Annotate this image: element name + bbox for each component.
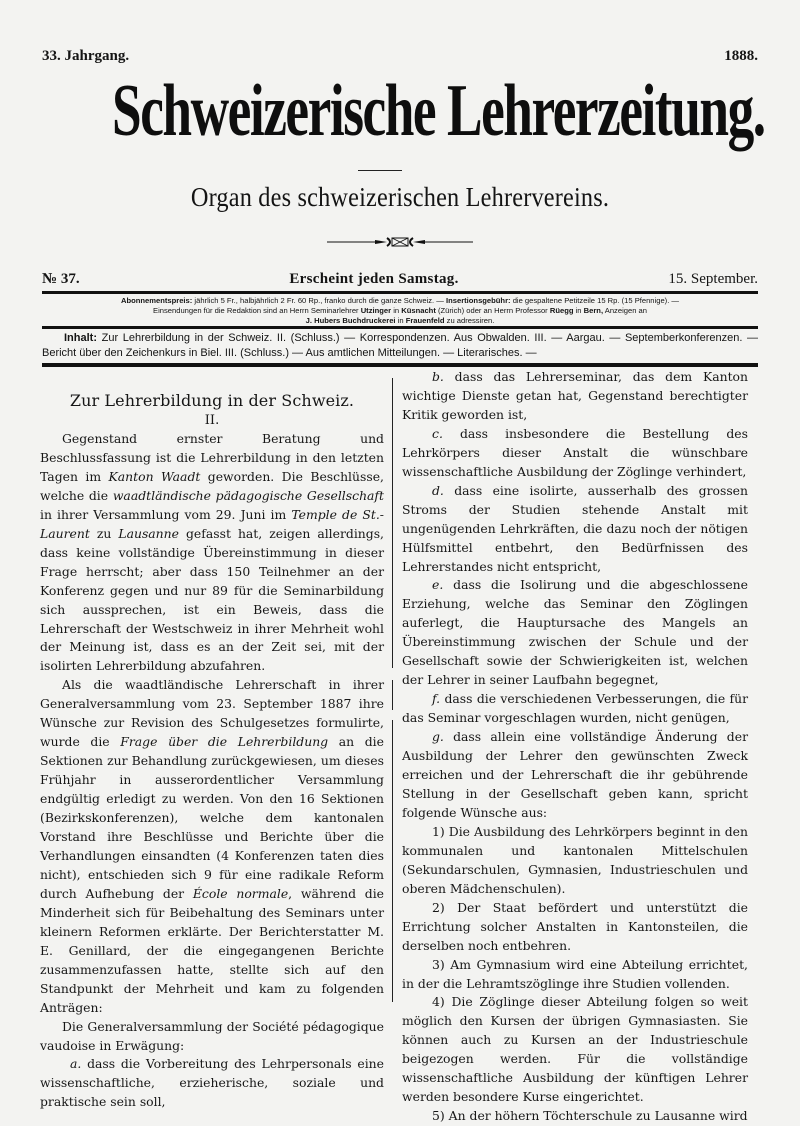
- header-top-line: [42, 48, 758, 65]
- issue-date: 15. September.: [668, 271, 758, 287]
- item-letter: e.: [432, 577, 444, 593]
- item-letter: a.: [70, 1056, 82, 1072]
- masthead-rule: [358, 170, 402, 171]
- year-label: 1888.: [724, 48, 758, 64]
- emphasis: Kanton Waadt: [108, 468, 201, 484]
- article-left-column: [40, 390, 384, 1112]
- item-letter: g.: [432, 729, 444, 745]
- emphasis: Lausanne: [118, 525, 179, 541]
- submission-text: zu adressiren.: [446, 316, 495, 325]
- consideration-item: [402, 425, 748, 482]
- editor-place-2: Bern,: [583, 306, 604, 315]
- consideration-item: [402, 482, 748, 577]
- text: dass die verschiedenen Verbesserungen, die für das Seminar vorgeschlagen wurden, nicht genügen,: [402, 691, 748, 726]
- contents-label: Inhalt:: [64, 332, 97, 344]
- price-text: jährlich 5 Fr., halbjährlich 2 Fr. 60 Rp., franko durch die ganze Schweiz. —: [194, 296, 444, 305]
- item-letter: c.: [432, 425, 443, 441]
- insertion-text: die gespaltene Petitzeile 15 Rp. (15 Pfennige). —: [512, 296, 680, 305]
- wish-item: 2) Der Staat befördert und unterstützt die Errichtung solcher Anstalten in Kantonsteilen, die derselben noch entbehren.: [402, 899, 748, 953]
- article-title: Zur Lehrerbildung in der Schweiz.: [69, 391, 355, 410]
- text: dass das Lehrerseminar, das dem Kanton wichtige Dienste getan hat, Gegenstand berechtigter Kritik geworden ist,: [402, 369, 748, 422]
- consideration-item: [402, 690, 748, 728]
- paragraph: [40, 1055, 384, 1112]
- wish-item: 4) Die Zöglinge dieser Abteilung folgen so weit möglich den Kursen der übrigen Gymnasiasten. Sie können auch zu Kursen an der Industrieschule beigezogen werden. Für die vollständige wissenschaftliche Ausbildung der künftigen Lehrer werden besondere Kurse eingerichtet.: [402, 994, 748, 1105]
- printer-name: J. Hubers Buchdruckerei: [305, 316, 396, 325]
- text: dass allein eine vollständige Änderung der Ausbildung der Lehrer den gewünschten Zweck erreichen und der Lehrerschaft die ihr gebührende Stellung in der Gesellschaft geben kann, spricht folgende Wünsche aus:: [402, 729, 748, 820]
- publication-frequency: Erscheint jeden Samstag.: [289, 271, 459, 287]
- masthead-subtitle: Organ des schweizerischen Lehrervereins.: [190, 182, 610, 212]
- submission-text: Anzeigen an: [604, 306, 647, 315]
- text: Gegenstand ernster Beratung und Beschlussfassung ist die Lehrerbildung in den letzten Tagen im: [40, 431, 384, 484]
- column-divider: [392, 720, 393, 1002]
- issue-line: [42, 271, 758, 288]
- wish-item: 1) Die Ausbildung des Lehrkörpers beginnt in den kommunalen und kantonalen Mittelschulen (Sekundarschulen, Gymnasien, Industrieschulen und oberen Mädchenschulen).: [402, 823, 748, 896]
- editor-place-1: Küsnacht: [401, 306, 436, 315]
- contents-text: Zur Lehrerbildung in der Schweiz. II. (Schluss.) — Korrespondenzen. Aus Obwalden. III. — Aargau. — Septemberkonferenzen. — Bericht über den Zeichenkurs in Biel. III. (Schluss.) — Aus amtlichen Mitteilungen. — Literarisches. —: [42, 332, 758, 359]
- editor-name-2: Rüegg: [549, 306, 574, 315]
- submission-text: Einsendungen für die Redaktion sind an Herrn Seminarlehrer: [153, 306, 359, 315]
- issue-number: № 37.: [42, 271, 80, 287]
- item-letter: f.: [432, 691, 441, 707]
- submission-text: in: [393, 306, 400, 315]
- submission-text: (Zürich) oder an Herrn Professor: [437, 306, 548, 315]
- paragraph: [40, 676, 384, 1017]
- submission-text: in: [575, 306, 582, 315]
- volume-label: 33. Jahrgang.: [42, 48, 130, 64]
- editor-name-1: Utzinger: [360, 306, 392, 315]
- text: dass eine isolirte, ausserhalb des grossen Stroms der Studien stehende Anstalt mit ungenügenden Lehrkräften, die dazu noch der nötigen Hülfsmittel entbehrt, den Bedürfnissen des Lehrerstandes nicht entspricht,: [402, 482, 748, 574]
- text: dass die Isolirung und die abgeschlossene Erziehung, welche das Seminar den Zöglingen auferlegt, die Hauptursache des Mangels an Übereinstimmung zwischen der Schule und der Gesellschaft sowie der Schwierigkeiten ist, welchen der Lehrer in seiner Laufbahn begegnet,: [402, 577, 748, 688]
- text: Als die waadtländische Lehrerschaft in ihrer Generalversammlung vom 23. September 1887 ihre Wünsche zur Revision des Schulgesetzes formulirte, wurde die: [40, 677, 384, 750]
- wish-item: 5) An der höhern Töchterschule zu Lausanne wird: [432, 1108, 748, 1124]
- emphasis: Temple de St.-Laurent: [40, 506, 384, 541]
- printer-place: Frauenfeld: [405, 316, 445, 325]
- text: in ihrer Versammlung vom 29. Juni im: [40, 506, 292, 522]
- table-of-contents: [42, 331, 758, 361]
- consideration-item: [402, 368, 748, 425]
- text: geworden. Die Beschlüsse, welche die: [40, 468, 384, 503]
- text: an die Sektionen zur Behandlung zurückgewiesen, um dieses Frühjahr in ausserordentlicher Versammlung endgültig erledigt zu werden. Von den 16 Sektionen (Bezirkskonferenzen), welche dem kantonalen Vorstand ihre Beschlüsse und Berichte über die Verhandlungen einsandten (4 Konferenzen taten dies nicht), entschieden sich 9 für eine radikale Reform durch Aufhebung der: [40, 734, 384, 901]
- consideration-item: [402, 576, 748, 690]
- masthead-title: Schweizerische Lehrerzeitung.: [112, 70, 765, 152]
- column-divider: [392, 378, 393, 668]
- wish-item: 3) Am Gymnasium wird eine Abteilung errichtet, in der die Lehramtszöglinge ihre Studien vollenden.: [402, 956, 748, 991]
- price-label: Abonnementspreis:: [120, 296, 193, 305]
- paragraph: [40, 430, 384, 676]
- text: zu: [89, 525, 119, 541]
- column-divider: [392, 680, 393, 710]
- text: dass die Vorbereitung des Lehrpersonals eine wissenschaftliche, erzieherische, soziale und praktische sein soll,: [40, 1056, 384, 1110]
- text: dass insbesondere die Bestellung des Lehrkörpers dieser Anstalt die wünschbare wissenschaftliche Ausbildung der Zöglinge verhindert,: [402, 425, 748, 479]
- rule-bottom: [42, 363, 758, 367]
- consideration-item: [402, 728, 748, 823]
- article-right-column: [402, 368, 748, 1126]
- rule-middle: [42, 326, 758, 329]
- insertion-label: Insertionsgebühr:: [446, 296, 511, 305]
- article-part: II.: [204, 413, 220, 428]
- emphasis: waadtländische pädagogische Gesellschaft: [112, 487, 385, 503]
- ornament-divider-icon: [325, 236, 475, 248]
- emphasis: École normale: [192, 885, 289, 901]
- item-letter: b.: [432, 369, 444, 384]
- subscription-info: [42, 296, 758, 326]
- text: gefasst hat, zeigen allerdings, dass keine vollständige Übereinstimmung in dieser Frage herrscht; aber dass 150 Teilnehmer an der Konferenz gegen und nur 89 für die Seminarbildung sich aussprechen, ist ein Beweis, dass die Lehrerschaft der Westschweiz in ihrer Mehrheit wohl der Meinung ist, dass es an der Zeit sei, mit der isolirten Lehrerbildung abzufahren.: [40, 525, 384, 674]
- submission-text: in: [397, 316, 404, 325]
- rule-top: [42, 291, 758, 294]
- text: , während die Minderheit sich für Beibehaltung des Seminars unter kleinern Reformen erklärte. Der Berichterstatter M. E. Genillard, der die eingegangenen Berichte zusammenzufassen hatte, stellte sich auf den Standpunkt der Mehrheit und kam zu folgenden Anträgen:: [40, 885, 384, 1015]
- item-letter: d.: [432, 482, 444, 498]
- paragraph: Die Generalversammlung der Société pédagogique vaudoise in Erwägung:: [40, 1018, 384, 1053]
- emphasis: Frage über die Lehrerbildung: [120, 734, 329, 750]
